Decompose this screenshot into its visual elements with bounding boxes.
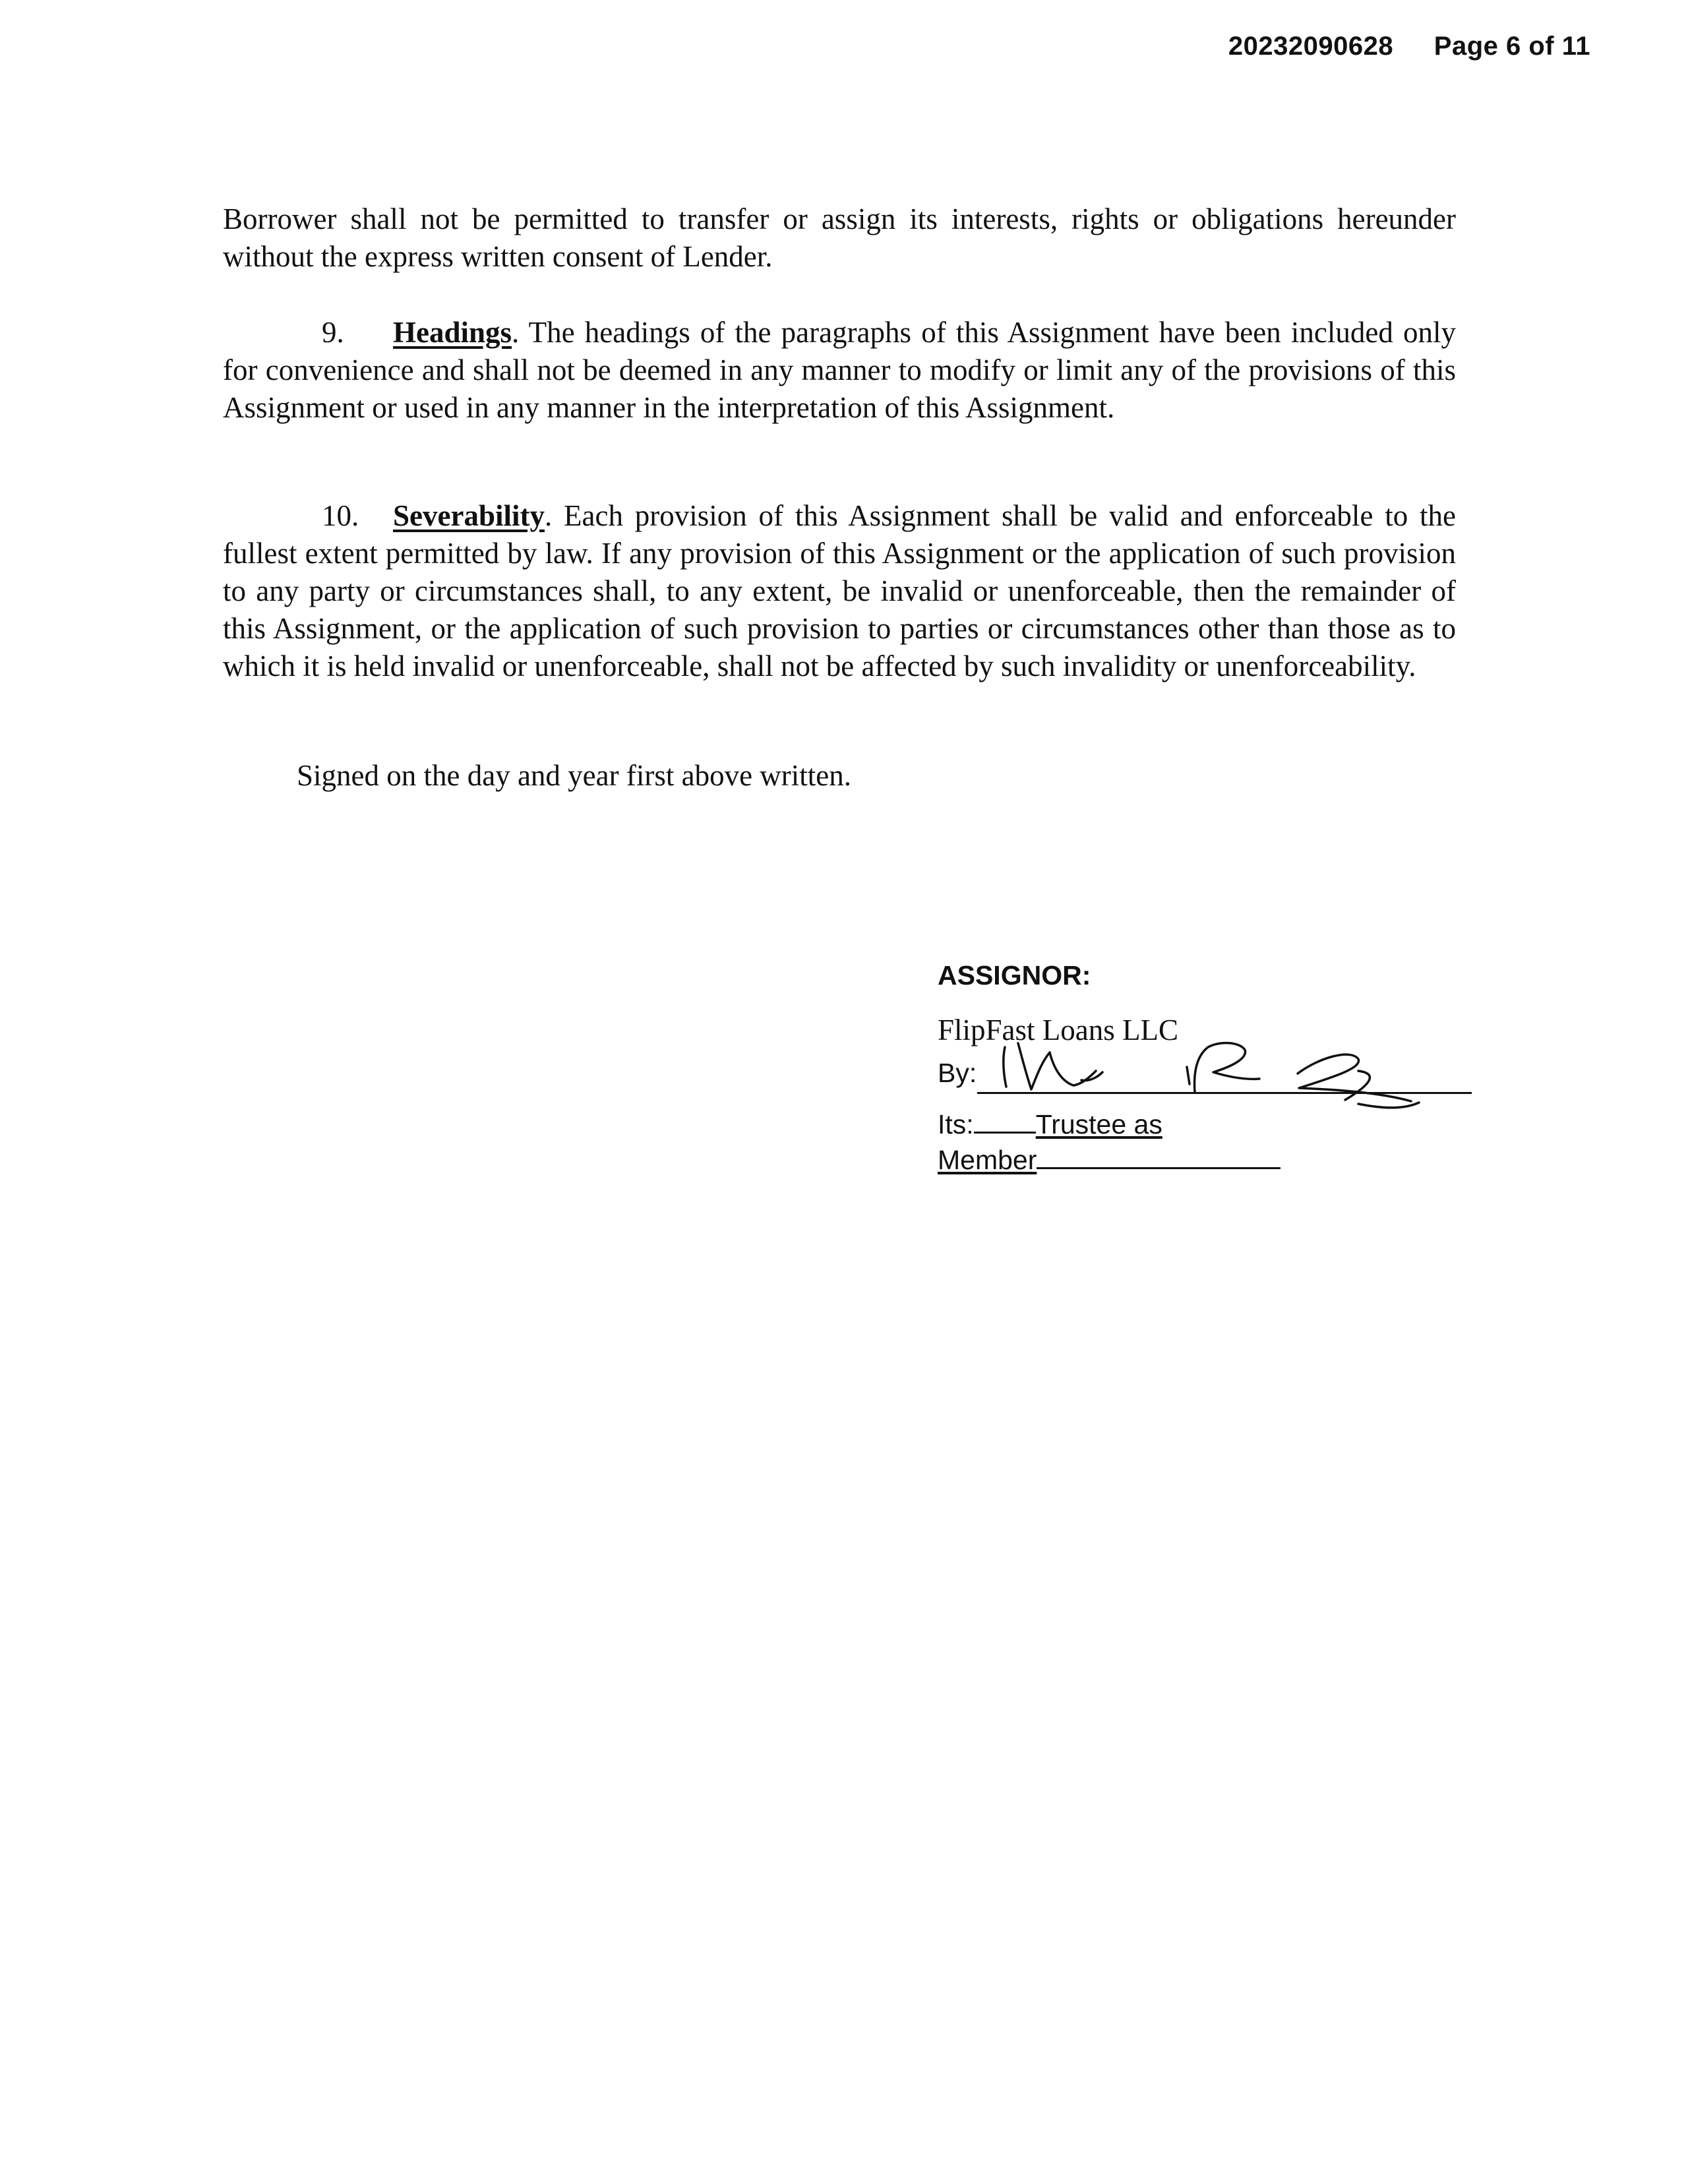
document-header: [1228, 32, 1590, 61]
handwritten-signature: [989, 1016, 1490, 1134]
by-label: By:: [938, 1058, 977, 1088]
continuation-paragraph: Borrower shall not be permitted to transfer or assign its interests, rights or obligations hereunder without the express written consent of Lender.: [223, 202, 1456, 273]
severability-section-text: . Each provision of this Assignment shall be valid and enforceable to the fullest extent permitted by law. If any provision of this Assignment or the application of such provision to any party or circumstances shall, to any extent, be invalid or unenforceable, then the remainder of this Assignment, or the application of such provision to parties or circumstances other than those as to which it is held invalid or unenforceable, shall not be affected by such invalidity or unenforceability.: [223, 499, 1456, 682]
severability-section-number: 10.: [322, 499, 359, 532]
headings-section-number: 9.: [322, 316, 344, 349]
document-number: 20232090628: [1228, 32, 1394, 61]
headings-section-title: Headings: [393, 316, 512, 349]
closing-statement: Signed on the day and year first above written.: [297, 759, 852, 792]
its-label: Its:: [938, 1109, 974, 1139]
severability-paragraph: [223, 497, 1456, 685]
member-blank-line: [1037, 1167, 1281, 1169]
severability-section-title: Severability: [393, 499, 545, 532]
member-line: [938, 1145, 1281, 1176]
headings-paragraph: [223, 314, 1456, 427]
assignor-label: ASSIGNOR:: [938, 960, 1091, 990]
company-name: FlipFast Loans LLC: [938, 1014, 1179, 1046]
page-number: Page 6 of 11: [1433, 32, 1590, 61]
its-title-value: Trustee as: [1035, 1109, 1162, 1139]
its-title-value-cont: Member: [938, 1145, 1037, 1175]
headings-section-text: . The headings of the paragraphs of this Assignment have been included only for convenience and shall not be deemed in any manner to modify or limit any of the provisions of this Assignment or used in any manner in the interpretation of this Assignment.: [223, 316, 1456, 424]
